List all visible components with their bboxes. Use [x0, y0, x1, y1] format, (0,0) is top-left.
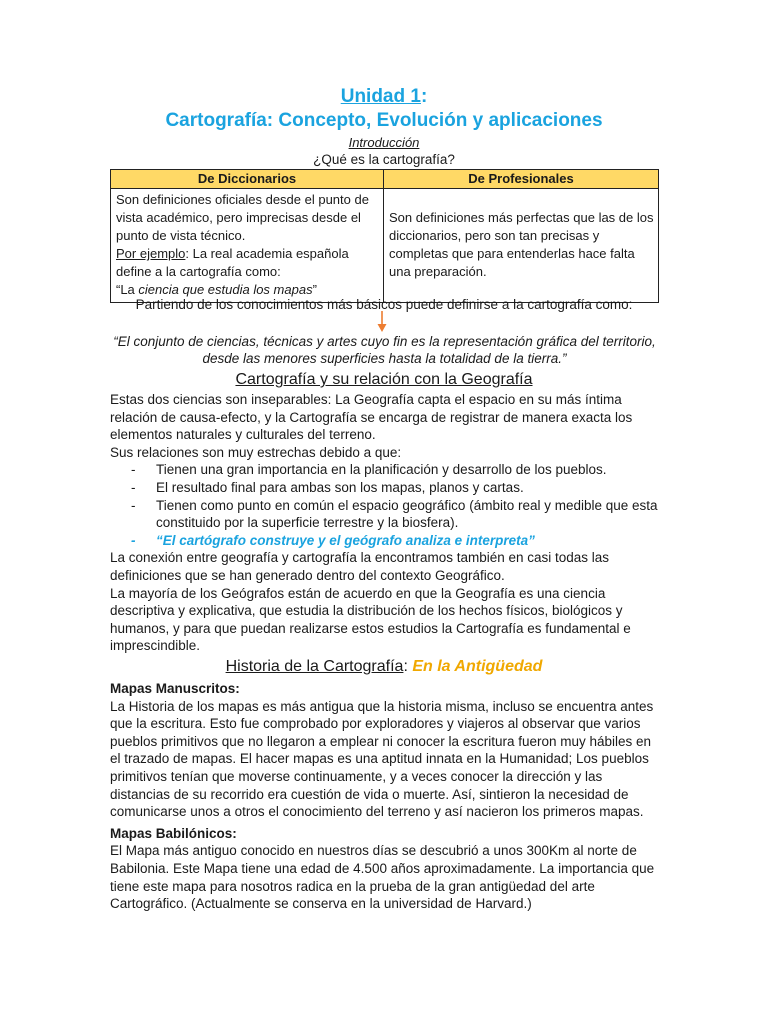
- list-item: [110, 461, 660, 479]
- arrow-down-icon: [376, 311, 388, 333]
- historia-heading-text: Historia de la Cartografía: [225, 658, 404, 675]
- table-row: [111, 189, 659, 303]
- geografia-heading-text: Cartografía y su relación con la Geografía: [235, 371, 533, 388]
- unit-label: Unidad 1: [340, 86, 421, 107]
- paragraph: Sus relaciones son muy estrechas debido a que:: [110, 444, 402, 460]
- manuscritos-title: Mapas Manuscritos:: [110, 681, 240, 696]
- unit-title: [0, 86, 768, 108]
- section-heading-geografia: [0, 371, 768, 389]
- definition-quote: “El conjunto de ciencias, técnicas y artes cuyo fin es la representación gráfica del territorio, desde las menores superficies hasta la totalidad de la tierra.”: [113, 334, 656, 366]
- example-quote: ciencia que estudia los mapas: [138, 282, 313, 297]
- cell-diccionarios: [111, 189, 384, 303]
- bullet-dash: -: [131, 479, 136, 495]
- partiendo-text: Partiendo de los conocimientos más básicos puede definirse a la cartografía como:: [135, 297, 633, 312]
- historia-subheading: En la Antigüedad: [412, 658, 543, 675]
- example-quote-close: ”: [312, 282, 317, 297]
- paragraph: El Mapa más antiguo conocido en nuestros días se descubrió a unos 300Km al norte de Babilonia. Este Mapa tiene una edad de 4.500 años aproximadamente. La importancia que tiene este mapa para nosotros radica en la prueba de la gran antigüedad del arte Cartográfico. (Actualmente se conserva en la universidad de Harvard.): [110, 843, 655, 912]
- page-title: Cartografía: Concepto, Evolución y aplicaciones: [165, 110, 603, 131]
- unit-colon: :: [420, 86, 428, 107]
- list-item-text: El resultado final para ambas son los mapas, planos y cartas.: [156, 479, 524, 495]
- paragraph: La conexión entre geografía y cartografía la encontramos también en casi todas las definiciones que se han generado dentro del contexto Geográfico.: [110, 550, 610, 583]
- dictionary-text: Son definiciones oficiales desde el punto de vista académico, pero imprecisas desde el punto de vista técnico.: [116, 192, 369, 243]
- table-header-row: [111, 170, 659, 189]
- header-diccionarios: De Diccionarios: [111, 170, 384, 189]
- list-item-text: Tienen una gran importancia en la planificación y desarrollo de los pueblos.: [156, 462, 607, 478]
- question-heading: ¿Qué es la cartografía?: [313, 152, 455, 167]
- highlight-quote: “El cartógrafo construye y el geógrafo analiza e interpreta”: [156, 532, 535, 548]
- paragraph: La mayoría de los Geógrafos están de acuerdo en que la Geografía es una ciencia descriptiva y explicativa, que estudia la distribución de los hechos físicos, biológicos y humanos, y para que puedan realizarse estos estudios la Cartografía es fundamental e imprescindible.: [110, 585, 631, 654]
- historia-section: [110, 680, 660, 913]
- geografia-section: [110, 391, 660, 655]
- historia-heading-colon: :: [403, 658, 413, 675]
- bullet-dash: -: [131, 497, 136, 513]
- section-heading-historia: [0, 658, 768, 676]
- paragraph: La Historia de los mapas es más antigua que la historia misma, incluso se encuentra antes que la escritura. Esto fue comprobado por exploradores y viajeros al observar que varios pueblos primitivos que no llegaron a emplear ni conocer la escritura fueron muy hábiles en el trazado de mapas. El hacer mapas es una aptitud innata en la Humanidad; Los pueblos primitivos tenían que moverse continuamente, y a veces conocer la dirección y las distancias de su recorrido era cuestión de vida o muerte. Así, sintieron la necesidad de comunicarse unos a otros el conocimiento del terreno y así nacieron los primeros mapas.: [110, 698, 654, 820]
- example-quote-open: “La: [116, 282, 139, 297]
- list-item: [110, 497, 660, 532]
- example-label: Por ejemplo: [116, 246, 186, 261]
- professional-text: Son definiciones más perfectas que las de los diccionarios, pero son tan precisas y completas que para entenderlas hace falta una preparación.: [389, 210, 654, 279]
- list-item: [110, 532, 660, 550]
- list-item-text: Tienen como punto en común el espacio geográfico (ámbito real y medible que esta constituido por la superficie terrestre y la biosfera).: [156, 497, 658, 531]
- definitions-table: [110, 169, 659, 303]
- bullet-dash: -: [131, 532, 136, 548]
- cell-profesionales: [384, 189, 659, 303]
- intro-heading: Introducción: [348, 135, 420, 150]
- paragraph: Estas dos ciencias son inseparables: La Geografía capta el espacio en su más íntima relación de causa-efecto, y la Cartografía se encarga de registrar de manera exacta los elementos naturales y culturales del terreno.: [110, 392, 633, 443]
- babilonicos-title: Mapas Babilónicos:: [110, 825, 237, 841]
- bullet-dash: -: [131, 462, 136, 478]
- example-text: : La real academia española define a la cartografía como:: [116, 246, 349, 279]
- relations-list: [110, 461, 660, 549]
- list-item: [110, 479, 660, 497]
- header-profesionales: De Profesionales: [384, 170, 659, 189]
